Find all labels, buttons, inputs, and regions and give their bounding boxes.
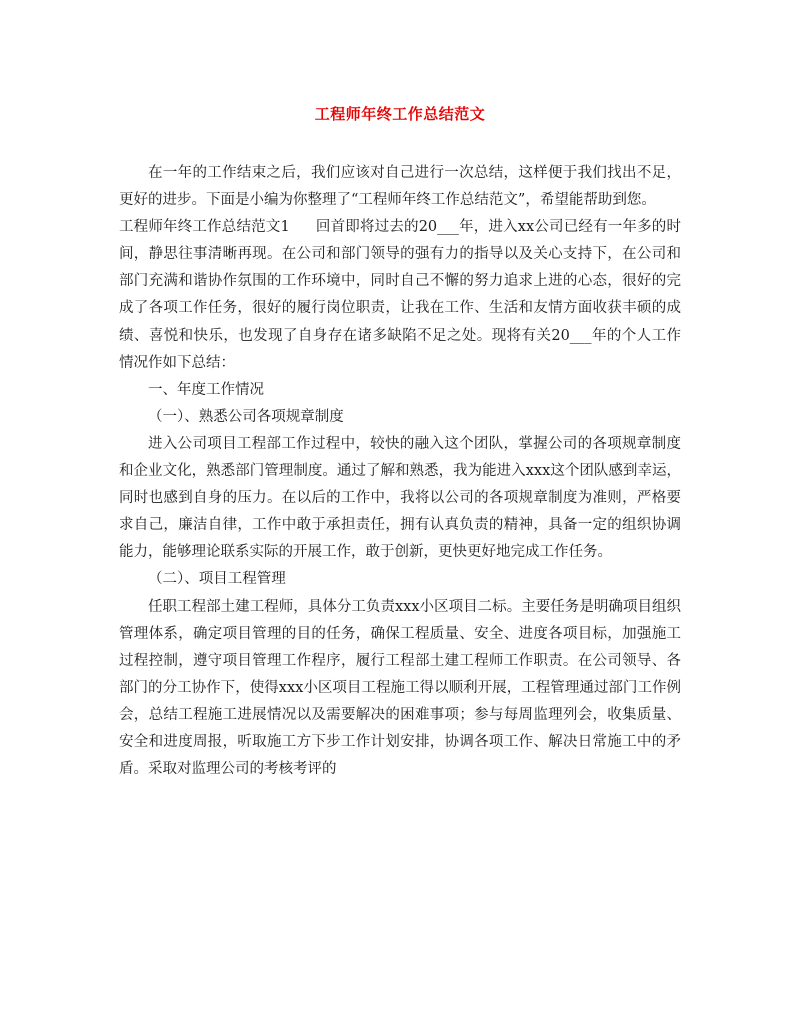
rules-paragraph: 进入公司项目工程部工作过程中，较快的融入这个团队，掌握公司的各项规章制度和企业文化，熟悉部门管理制度。通过了解和熟悉，我为能进入xxx这个团队感到幸运，同时也感到自身的压力。在以后的工作中，我将以公司的各项规章制度为准则，严格要求自己，廉洁自律，工作中敢于承担责任，拥有认真负责的精神，具备一定的组织协调能力，能够理论联系实际的开展工作，敢于创新，更快更好地完成工作任务。 [119, 435, 681, 561]
sample-opening: 回首即将过去的20___年，进入xx公司已经有一年多的时间，静思往事清晰再现。在公司和部门领导的强有力的指导以及关心支持下，在公司和部门充满和谐协作氛围的工作环境中，同时自己不懈的努力追求上进的心态，很好的完成了各项工作任务，很好的履行岗位职责，让我在工作、生活和友情方面收获丰硕的成绩、喜悦和快乐，也发现了自身存在诸多缺陷不足之处。现将有关20___年的个人工作情况作如下总结： [119, 219, 681, 371]
project-management-paragraph: 任职工程部土建工程师，具体分工负责xxx小区项目二标。主要任务是明确项目组织管理体系，确定项目管理的目的任务，确保工程质量、安全、进度各项目标，加强施工过程控制，遵守项目管理工作程序，履行工程部土建工程师工作职责。在公司领导、各部门的分工协作下，使得xxx小区项目工程施工得以顺利开展，工程管理通过部门工作例会，总结工程施工进展情况以及需要解决的困难事项；参与每周监理列会，收集质量、安全和进度周报，听取施工方下步工作计划安排，协调各项工作、解决日常施工中的矛盾。采取对监理公司的考核考评的 [119, 598, 681, 778]
document-title: 工程师年终工作总结范文 [314, 105, 486, 123]
subsection-heading-rules: （一）、熟悉公司各项规章制度 [148, 408, 344, 425]
sample-paragraph [119, 214, 681, 377]
sample-label: 工程师年终工作总结范文1 [119, 219, 290, 236]
document-body [119, 160, 681, 783]
intro-paragraph: 在一年的工作结束之后，我们应该对自己进行一次总结，这样便于我们找出不足，更好的进步。下面是小编为你整理了“工程师年终工作总结范文”，希望能帮助到您。 [119, 165, 681, 209]
section-heading-annual-work: 一、年度工作情况 [148, 381, 264, 398]
subsection-heading-project-management: （二）、项目工程管理 [148, 571, 286, 588]
